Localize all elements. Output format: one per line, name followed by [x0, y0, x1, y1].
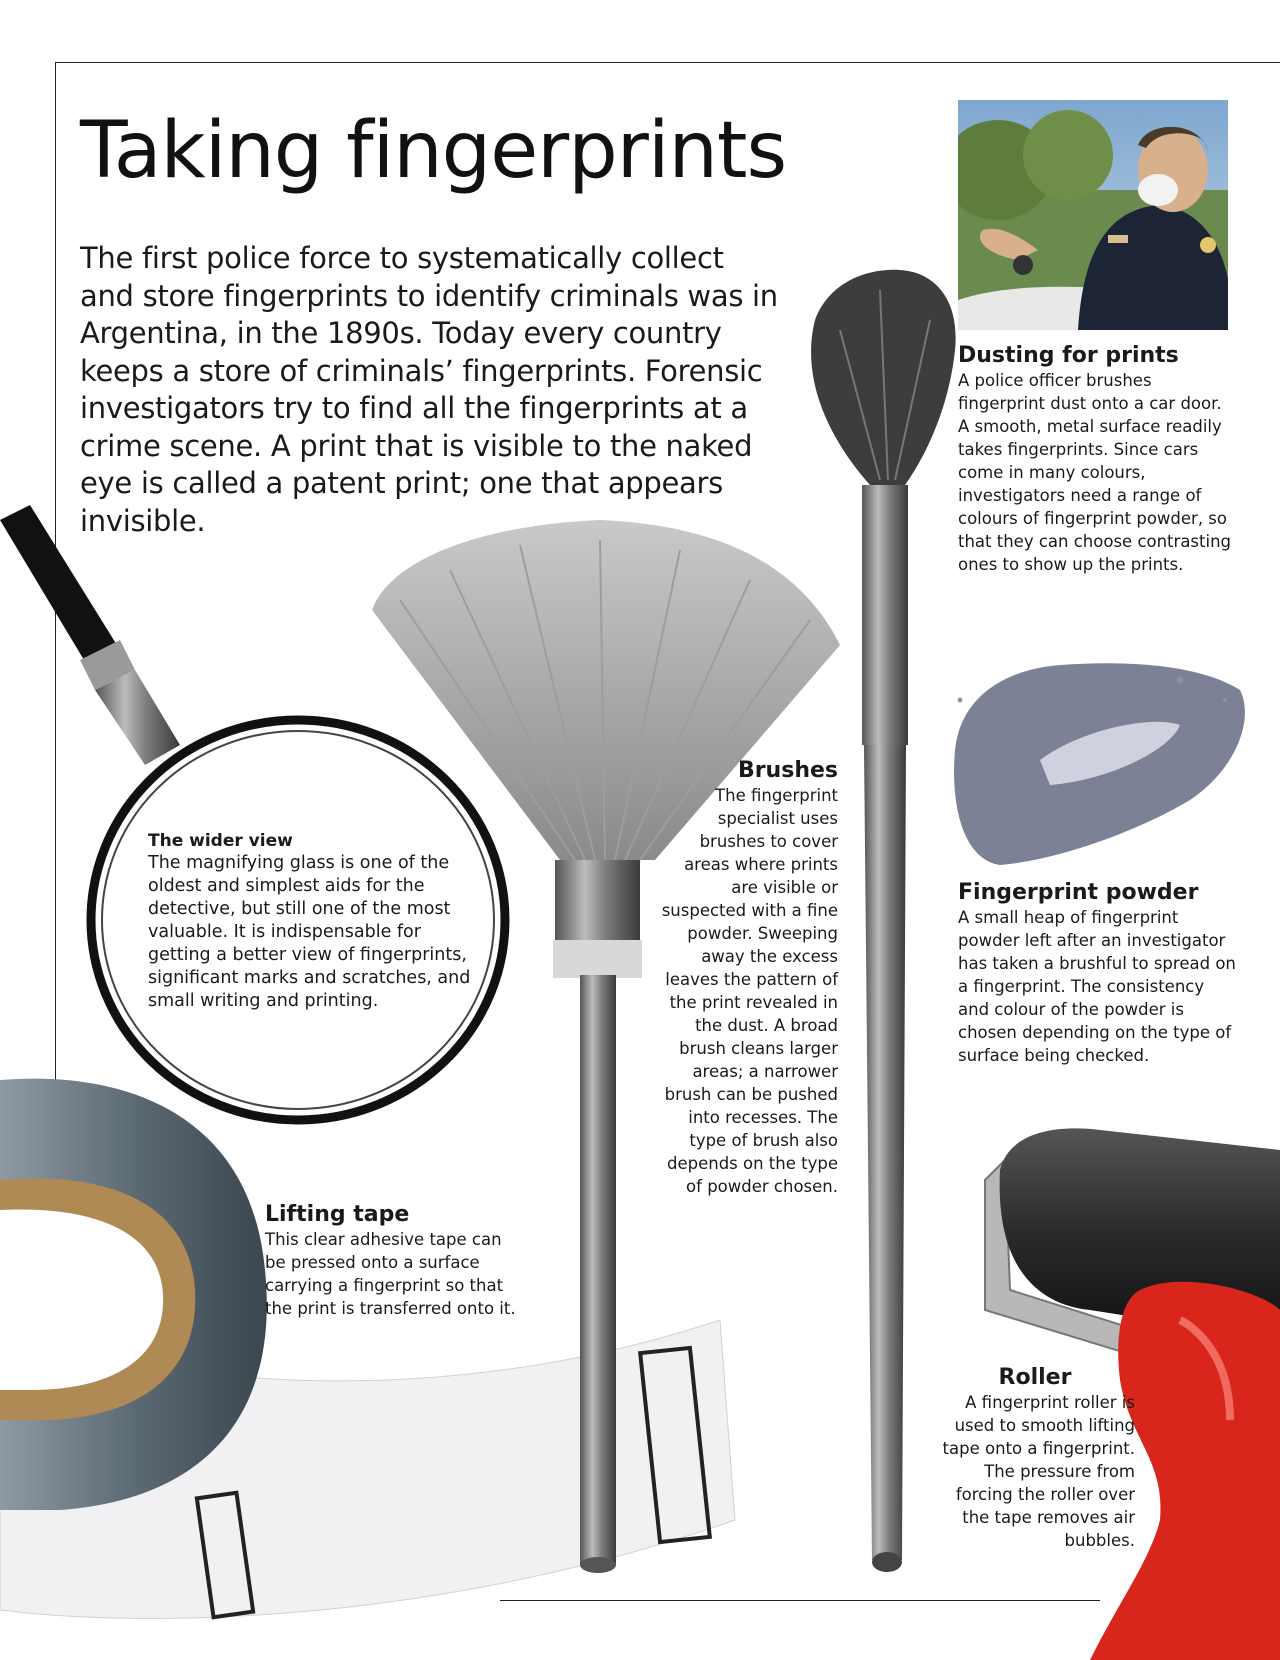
police-officer-photo [958, 100, 1228, 330]
caption-roller-text: A fingerprint roller is used to smooth lifting tape onto a fingerprint. The pressure from forcing the roller over the tape removes air bubbles. [942, 1393, 1135, 1550]
caption-tape-heading: Lifting tape [265, 1202, 410, 1227]
caption-brushes-heading: Brushes [737, 758, 838, 783]
caption-dusting-text: A police officer brushes fingerprint dust onto a car door. A smooth, metal surface readily takes fingerprints. Since cars come in many colours, investigators need a range of colours of fingerprint powder, so that they can choose contrasting ones to show up the prints. [958, 371, 1232, 574]
caption-dusting [958, 343, 1233, 576]
caption-powder-text: A small heap of fingerprint powder left after an investigator has taken a brushful to spread on a fingerprint. The consistency and colour of the powder is chosen depending on the type of surface being checked. [958, 908, 1236, 1065]
caption-wider-view-text: The magnifying glass is one of the oldest and simplest aids for the detective, but still one of the most valuable. It is indispensable for getting a better view of fingerprints, significant marks and scratches, and small writing and printing. [148, 853, 471, 1011]
caption-tape-text: This clear adhesive tape can be pressed onto a surface carrying a fingerprint so that the print is transferred onto it. [265, 1230, 516, 1318]
caption-tape [265, 1202, 527, 1320]
caption-roller [935, 1365, 1135, 1552]
caption-brushes-text: The fingerprint specialist uses brushes to cover areas where prints are visible or suspected with a fine powder. Sweeping away the excess leaves the pattern of the print revealed in the dust. A broad brush cleans larger areas; a narrower brush can be pushed into recesses. The type of brush also depends on the type of powder chosen. [661, 786, 838, 1196]
caption-dusting-heading: Dusting for prints [958, 343, 1179, 368]
caption-powder-heading: Fingerprint powder [958, 880, 1199, 905]
caption-powder [958, 880, 1238, 1067]
caption-brushes [655, 758, 838, 1198]
intro-paragraph: The first police force to systematically collect and store fingerprints to identify criminals was in Argentina, in the 1890s. Today every country keeps a store of criminals’ fingerprints. Forensic investigators try to find all the fingerprints at a crime scene. A print that is visible to the naked eye is called a patent print; one that appears invisible. [80, 241, 778, 538]
page-title: Taking fingerprints [80, 106, 787, 196]
caption-wider-view [148, 830, 478, 1013]
fingerprint-powder-icon [954, 663, 1245, 865]
caption-roller-heading: Roller [998, 1365, 1072, 1390]
caption-wider-view-heading: The wider view [148, 831, 293, 851]
lifting-tape-icon [0, 1079, 735, 1619]
